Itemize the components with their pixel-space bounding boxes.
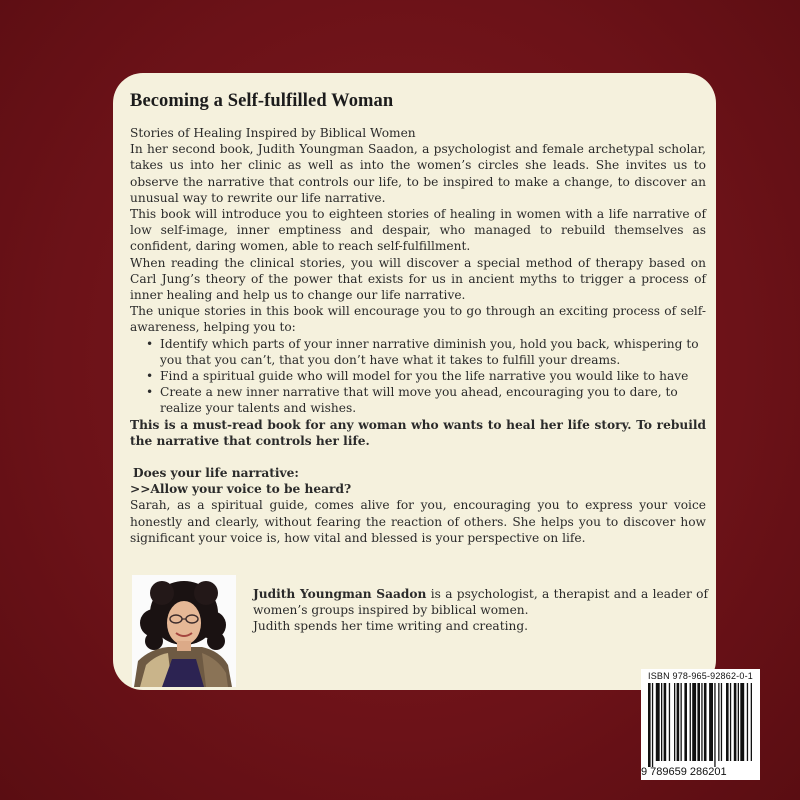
barcode-bar xyxy=(652,683,653,767)
process-paragraph: The unique stories in this book will encourage you to go through an exciting process of self-awareness, helping you to: xyxy=(130,304,706,335)
blurb xyxy=(130,125,706,546)
barcode-bar xyxy=(747,683,748,761)
barcode-bar xyxy=(697,683,700,761)
benefit-list xyxy=(130,336,706,417)
spacer xyxy=(130,449,706,465)
book-subtitle: Stories of Healing Inspired by Biblical Women xyxy=(130,126,416,140)
author-section xyxy=(130,575,710,687)
barcode-bar xyxy=(740,683,744,761)
barcode-bar xyxy=(709,683,713,761)
barcode-bar xyxy=(648,683,651,767)
author-bio-text: is a psychologist, a therapist and a leader of women’s groups inspired by biblical women. xyxy=(253,587,709,618)
stories-paragraph: This book will introduce you to eighteen stories of healing in women with a life narrative of low self-image, inner emptiness and despair, who managed to rebuild themselves as confident, daring women, able to reach self-fulfillment. xyxy=(130,207,706,254)
barcode-bar xyxy=(718,683,719,761)
barcode-bar xyxy=(730,683,731,761)
barcode-bar xyxy=(656,683,660,761)
isbn-barcode xyxy=(641,669,760,780)
barcode-bar xyxy=(726,683,729,761)
barcode-bar xyxy=(714,683,715,767)
barcode-bar xyxy=(701,683,702,761)
author-bio-extra: Judith spends her time writing and creating. xyxy=(253,619,529,634)
barcode-bar xyxy=(721,683,722,761)
intro-paragraph: In her second book, Judith Youngman Saadon, a psychologist and female archetypal scholar, takes us into her clinic as well as into the women’s circles she leads. She invites us to observe the narrative that controls our life, to be inspired to make a change, to discover an unusual way to rewrite our life narrative. xyxy=(130,142,706,205)
barcode-bar xyxy=(690,683,691,761)
barcode-bar xyxy=(674,683,675,761)
list-item: • Identify which parts of your inner narrative diminish you, hold you back, whispering to you that you can’t, that you don’t have what it takes to fulfill your dreams. xyxy=(160,336,706,368)
barcode-bar xyxy=(661,683,662,761)
author-photo xyxy=(132,575,236,687)
barcode-bar xyxy=(738,683,739,761)
sarah-paragraph: Sarah, as a spiritual guide, comes alive for you, encouraging you to express your voice honestly and clearly, without fearing the reaction of others. She helps you to discover how significant your voice is, how vital and blessed is your perspective on life. xyxy=(130,498,706,545)
list-item: • Find a spiritual guide who will model for you the life narrative you would like to have xyxy=(160,368,706,384)
author-portrait-icon xyxy=(132,575,236,687)
must-read-statement: This is a must-read book for any woman who wants to heal her life story. To rebuild the narrative that controls her life. xyxy=(130,417,706,448)
barcode-bar xyxy=(677,683,680,761)
barcode-bar xyxy=(751,683,752,761)
author-bio xyxy=(253,586,708,635)
book-title: Becoming a Self-fulfilled Woman xyxy=(130,91,394,111)
barcode-bar xyxy=(692,683,696,761)
method-paragraph: When reading the clinical stories, you will discover a special method of therapy based on Carl Jung’s theory of the power that exists for us in ancient myths to trigger a process of inner healing and help us to change our life narrative. xyxy=(130,255,706,303)
question-subheading: >>Allow your voice to be heard? xyxy=(130,482,352,497)
back-cover-panel xyxy=(113,73,716,690)
barcode-bar xyxy=(664,683,667,761)
list-item: • Create a new inner narrative that will move you ahead, encouraging you to dare, to realize your talents and wishes. xyxy=(160,384,706,416)
question-heading: Does your life narrative: xyxy=(133,466,299,481)
barcode-bar xyxy=(681,683,682,761)
barcode-digits: 9 789659 286201 xyxy=(641,766,727,778)
barcode-bar xyxy=(684,683,687,761)
barcode-bar xyxy=(734,683,737,761)
barcode-bars-icon xyxy=(644,683,757,767)
barcode-bar xyxy=(669,683,670,761)
barcode-bar xyxy=(704,683,707,761)
author-name: Judith Youngman Saadon xyxy=(253,587,427,601)
isbn-label: ISBN 978-965-92862-0-1 xyxy=(648,671,753,681)
